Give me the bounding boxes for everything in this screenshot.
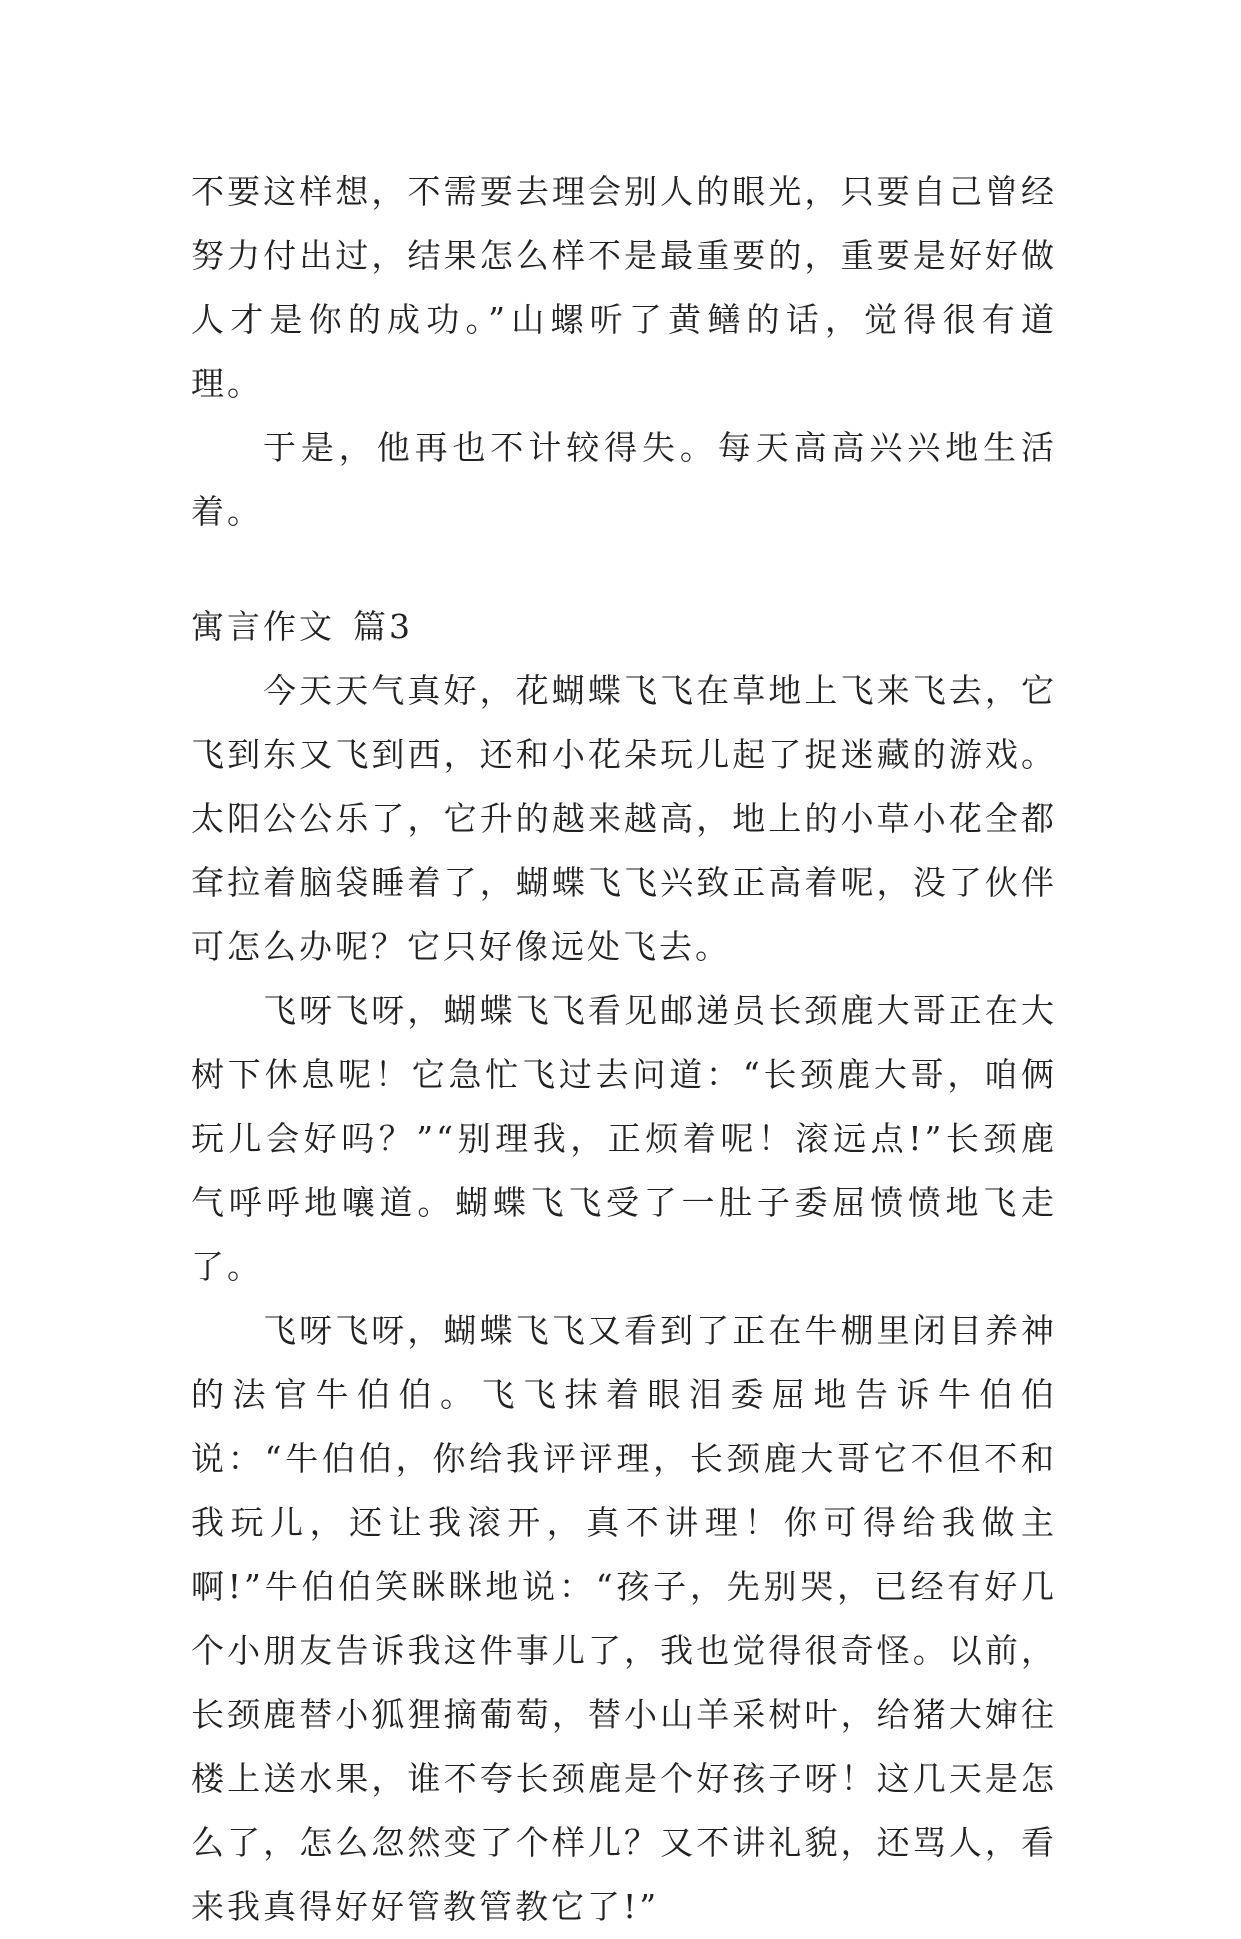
document-body bbox=[191, 160, 1057, 1939]
paragraph-continuation-2: 于是，他再也不计较得失。每天高高兴兴地生活着。 bbox=[191, 428, 1057, 531]
section-heading bbox=[191, 595, 1057, 659]
section-title: 寓言作文 bbox=[191, 607, 335, 646]
section-paragraph-1: 今天天气真好，花蝴蝶飞飞在草地上飞来飞去，它飞到东又飞到西，还和小花朵玩儿起了捉迷藏的游戏。太阳公公乐了，它升的越来越高，地上的小草小花全都耷拉着脑袋睡着了，蝴蝶飞飞兴致正高着呢，没了伙伴可怎么办呢？它只好像远处飞去。 bbox=[191, 671, 1057, 966]
section-number: 篇3 bbox=[353, 607, 413, 646]
paragraph-continuation-1: 不要这样想，不需要去理会别人的眼光，只要自己曾经努力付出过，结果怎么样不是最重要的，重要是好好做人才是你的成功。”山螺听了黄鳝的话，觉得很有道理。 bbox=[191, 172, 1057, 403]
section-paragraph-2: 飞呀飞呀，蝴蝶飞飞看见邮递员长颈鹿大哥正在大树下休息呢！它急忙飞过去问道：“长颈鹿大哥，咱俩玩儿会好吗？”“别理我，正烦着呢！滚远点!”长颈鹿气呼呼地嚷道。蝴蝶飞飞受了一肚子委屈愤愤地飞走了。 bbox=[191, 991, 1057, 1286]
section-paragraph-3: 飞呀飞呀，蝴蝶飞飞又看到了正在牛棚里闭目养神的法官牛伯伯。飞飞抹着眼泪委屈地告诉牛伯伯说：“牛伯伯，你给我评评理，长颈鹿大哥它不但不和我玩儿，还让我滚开，真不讲理！你可得给我做主啊!”牛伯伯笑眯眯地说：“孩子，先别哭，已经有好几个小朋友告诉我这件事儿了，我也觉得很奇怪。以前，长颈鹿替小狐狸摘葡萄，替小山羊采树叶，给猪大婶往楼上送水果，谁不夸长颈鹿是个好孩子呀！这几天是怎么了，怎么忽然变了个样儿？又不讲礼貌，还骂人，看来我真得好好管教管教它了!” bbox=[191, 1311, 1057, 1926]
